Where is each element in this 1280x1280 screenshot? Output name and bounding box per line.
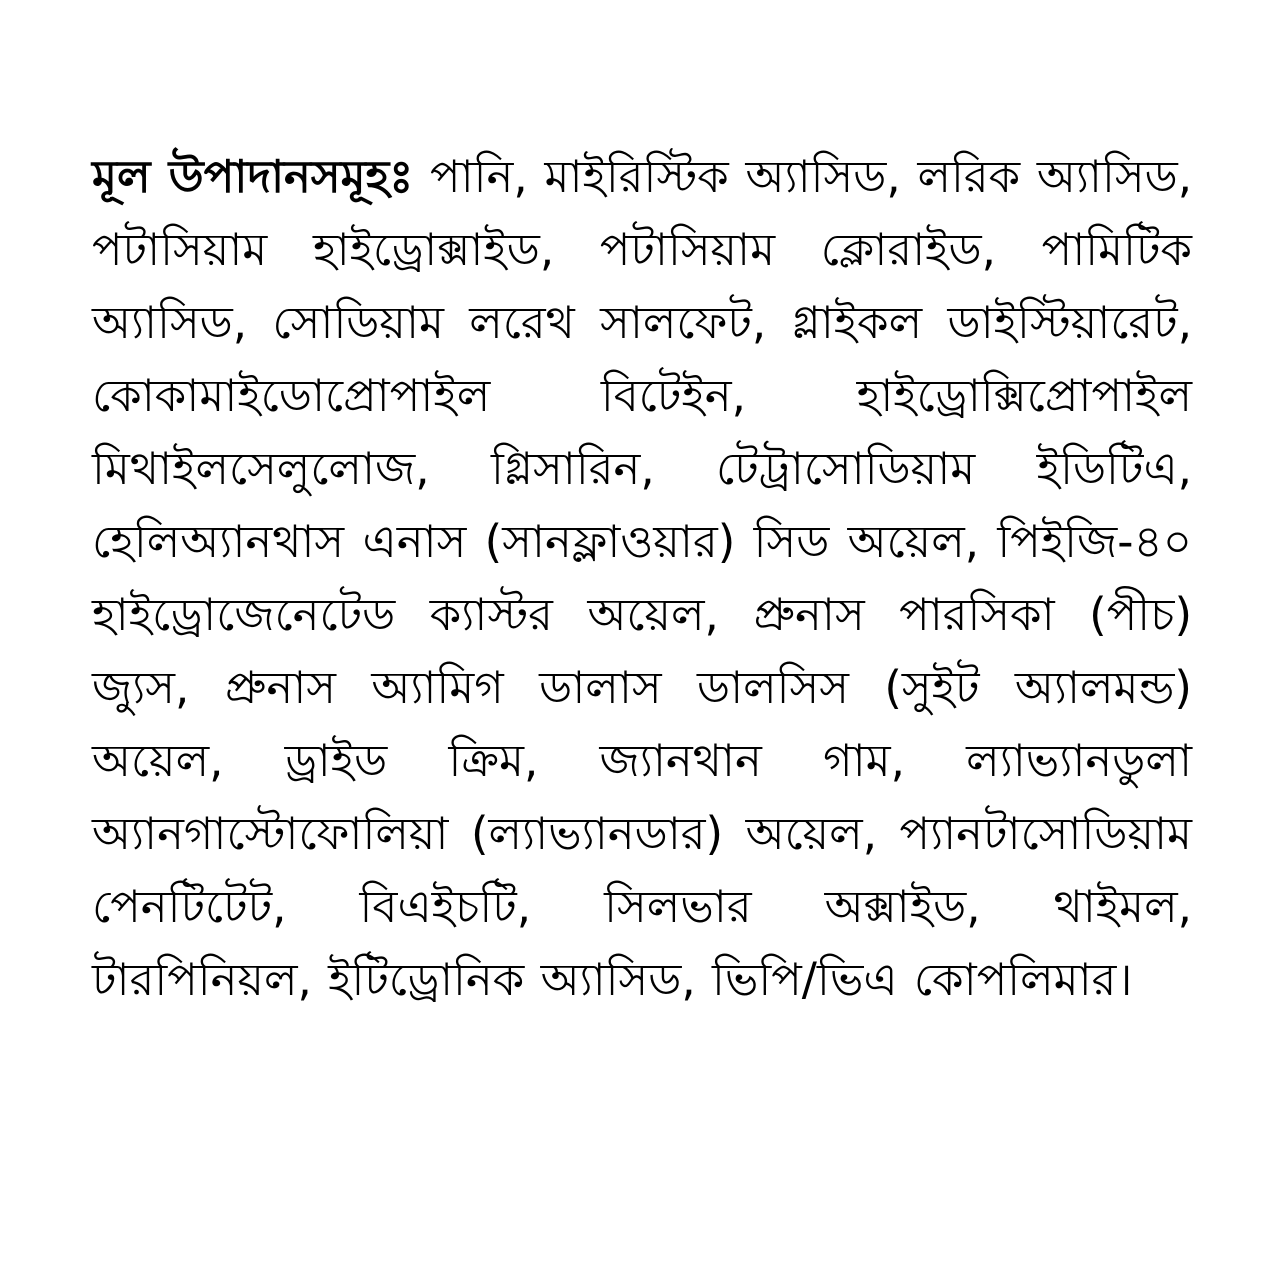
ingredients-paragraph xyxy=(92,140,1192,1016)
ingredients-body-text: পানি, মাইরিস্টিক অ্যাসিড, লরিক অ্যাসিড, পটাসিয়াম হাইড্রোক্সাইড, পটাসিয়াম ক্লোরাইড, পামিটিক অ্যাসিড, সোডিয়াম লরেথ সালফেট, গ্লাইকল ডাইস্টিয়ারেট, কোকামাইডোপ্রোপাইল বিটেইন, হাইড্রোক্সিপ্রোপাইল মিথাইলসেলুলোজ, গ্লিসারিন, টেট্রাসোডিয়াম ইডিটিএ, হেলিঅ্যানথাস এনাস (সানফ্লাওয়ার) সিড অয়েল, পিইজি-৪০ হাইড্রোজেনেটেড ক্যাস্টর অয়েল, প্রুনাস পারসিকা (পীচ) জ্যুস, প্রুনাস অ্যামিগ ডালাস ডালসিস (সুইট অ্যালমন্ড) অয়েল, ড্রাইড ক্রিম, জ্যানথান গাম, ল্যাভ্যানডুলা অ্যানগাস্টোফোলিয়া (ল্যাভ্যানডার) অয়েল, প্যানটাসোডিয়াম পেনটিটেট, বিএইচটি, সিলভার অক্সাইড, থাইমল, টারপিনিয়ল, ইটিড্রোনিক অ্যাসিড, ভিপি/ভিএ কোপলিমার। xyxy=(92,150,1192,1006)
ingredients-heading-label: মূল উপাদানসমূহঃ xyxy=(92,150,414,203)
